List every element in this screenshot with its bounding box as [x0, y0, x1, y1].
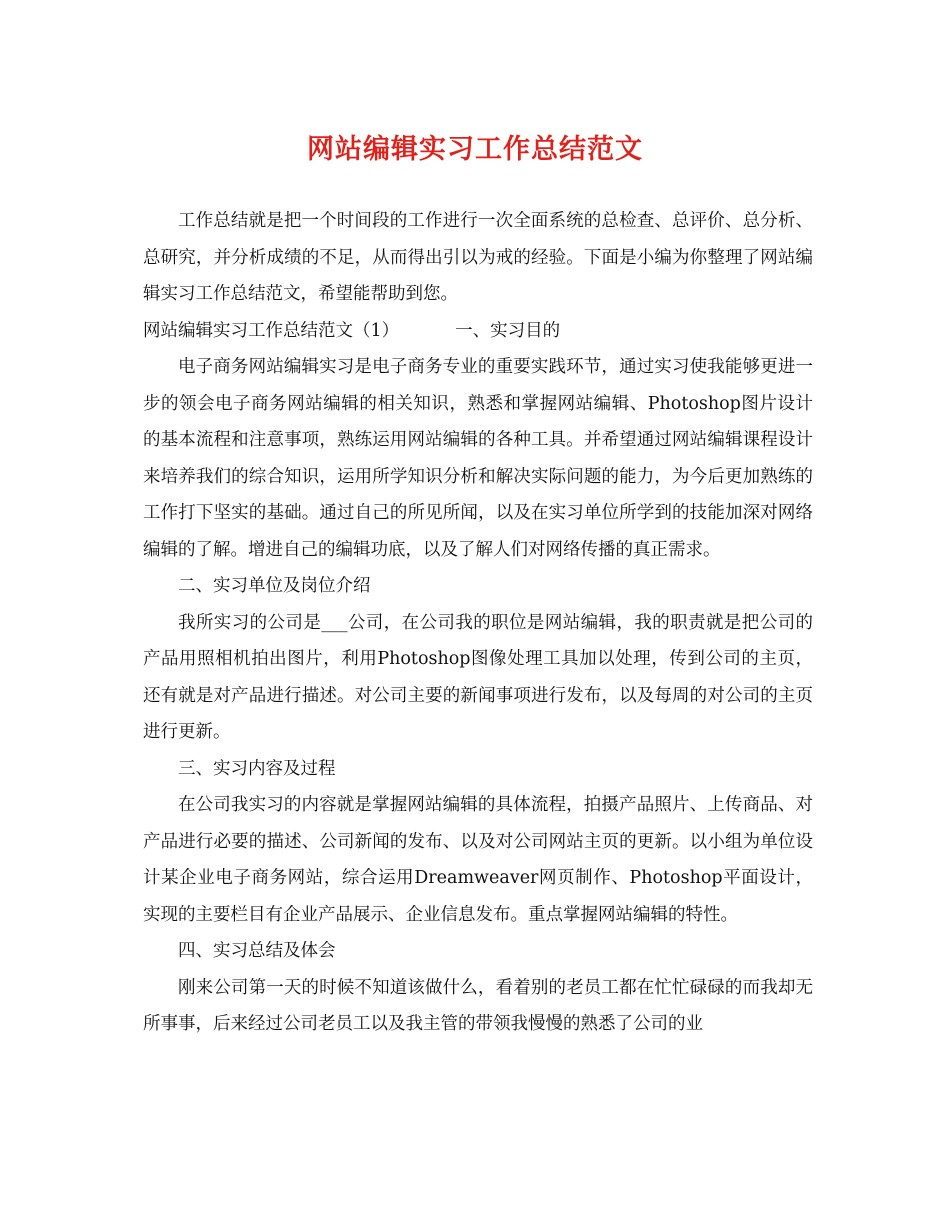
paragraph-purpose: 电子商务网站编辑实习是电子商务专业的重要实践环节，通过实习使我能够更进一步的领会电子商务网站编辑的相关知识，熟悉和掌握网站编辑、Photoshop图片设计的基本流程和注意事项，熟练运用网站编辑的各种工具。并希望通过网站编辑课程设计来培养我们的综合知识，运用所学知识分析和解决实际问题的能力，为今后更加熟练的工作打下坚实的基础。通过自己的所见所闻，以及在实习单位所学到的技能加深对网络编辑的了解。增进自己的编辑功底，以及了解人们对网络传播的真正需求。 — [143, 357, 813, 560]
intro-paragraph: 工作总结就是把一个时间段的工作进行一次全面系统的总检查、总评价、总分析、总研究，并分析成绩的不足，从而得出引以为戒的经验。下面是小编为你整理了网站编辑实习工作总结范文，希望能帮助到您。 — [143, 211, 813, 304]
paragraph-company: 我所实习的公司是___公司，在公司我的职位是网站编辑，我的职责就是把公司的产品用照相机拍出图片，利用Photoshop图像处理工具加以处理，传到公司的主页，还有就是对产品进行描述。对公司主要的新闻事项进行发布，以及每周的对公司的主页进行更新。 — [143, 612, 813, 742]
document-title: 网站编辑实习工作总结范文 — [307, 134, 643, 165]
section-label-line — [143, 313, 813, 350]
paragraph-content: 在公司我实习的内容就是掌握网站编辑的具体流程，拍摄产品照片、上传商品、对产品进行必要的描述、公司新闻的发布、以及对公司网站主页的更新。以小组为单位设计某企业电子商务网站，综合运用Dreamweaver网页制作、Photoshop平面设计，实现的主要栏目有企业产品展示、企业信息发布。重点掌握网站编辑的特性。 — [143, 795, 813, 925]
heading-content: 三、实习内容及过程 — [178, 758, 336, 779]
document-body — [143, 203, 813, 1043]
heading-summary: 四、实习总结及体会 — [178, 941, 336, 961]
heading-purpose: 一、实习目的 — [455, 320, 561, 341]
heading-company: 二、实习单位及岗位介绍 — [178, 576, 371, 596]
section-label: 网站编辑实习工作总结范文（1） — [143, 320, 400, 341]
paragraph-summary: 刚来公司第一天的时候不知道该做什么，看着别的老员工都在忙忙碌碌的而我却无所事事，后来经过公司老员工以及我主管的带领我慢慢的熟悉了公司的业 — [143, 977, 813, 1034]
